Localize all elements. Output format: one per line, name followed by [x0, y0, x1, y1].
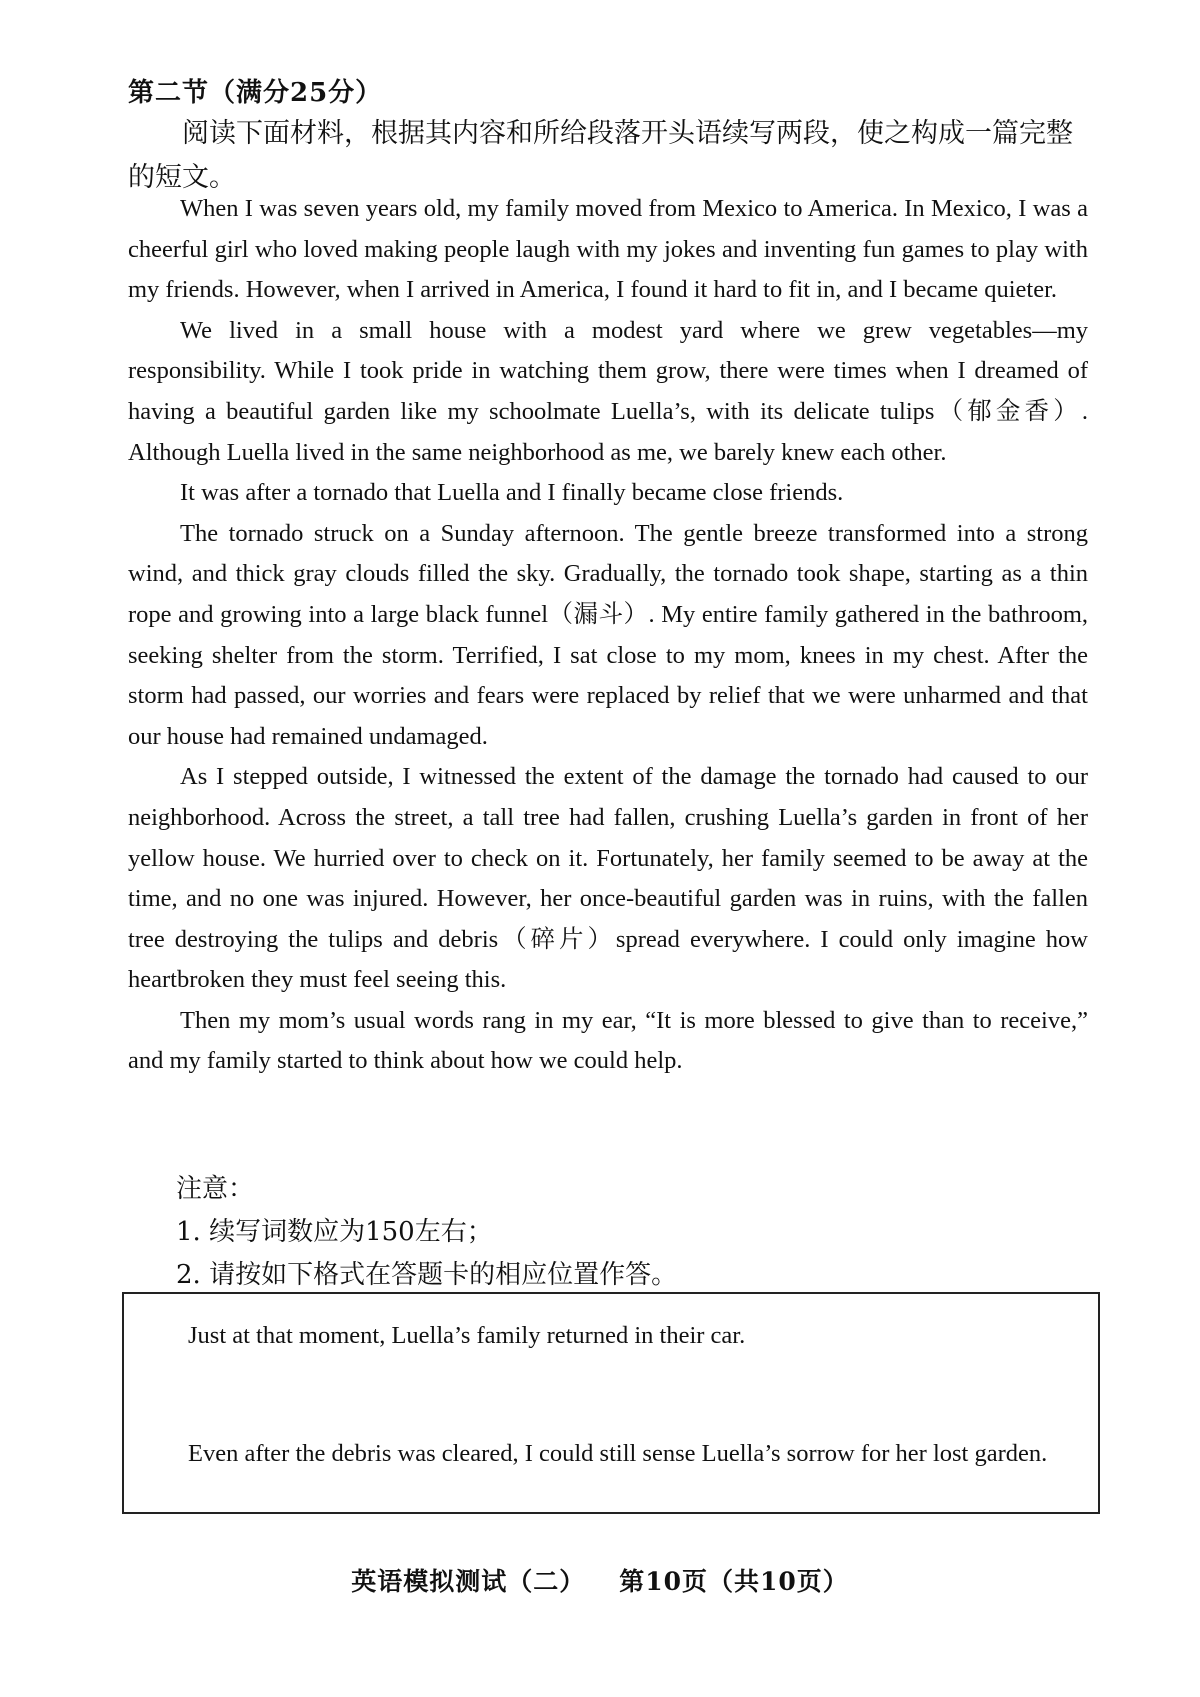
passage-paragraph-4: The tornado struck on a Sunday afternoon. The gentle breeze transformed into a strong wind, and thick gray clouds filled the sky. Gradually, the tornado took shape, starting as a thin rope and growing into a large black funnel（漏斗）. My entire family gathered in the bathroom, seeking shelter from the storm. Terrified, I sat close to my mom, knees in my chest. After the storm had passed, our worries and fears were replaced by relief that we were unharmed and that our house had remained undamaged. [128, 519, 1088, 750]
note-item-format: 2. 请按如下格式在答题卡的相应位置作答。 [176, 1260, 678, 1290]
task-instruction: 阅读下面材料，根据其内容和所给段落开头语续写两段，使之构成一篇完整的短文。 [128, 118, 1073, 193]
note-item-word-count: 1. 续写词数应为150左右； [176, 1217, 493, 1247]
page-number: 第10页（共10页） [619, 1567, 849, 1596]
exam-name: 英语模拟测试（二） [351, 1567, 586, 1596]
reading-passage [128, 189, 1088, 1082]
section-title: 第二节（满分25分） [128, 78, 383, 108]
notes-heading: 注意： [176, 1174, 255, 1204]
passage-paragraph-2: We lived in a small house with a modest yard where we grew vegetables—my responsibility. While I took pride in watching them grow, there were times when I dreamed of having a beautiful garden like my schoolmate Luella’s, with its delicate tulips（郁金香）. Although Luella lived in the same neighborhood as me, we barely knew each other. [128, 316, 1088, 466]
passage-paragraph-3: It was after a tornado that Luella and I finally became close friends. [180, 479, 844, 507]
page-footer [0, 1562, 1200, 1598]
passage-paragraph-5: As I stepped outside, I witnessed the extent of the damage the tornado had caused to our neighborhood. Across the street, a tall tree had fallen, crushing Luella’s garden in front of her yellow house. We hurried over to check on it. Fortunately, her family seemed to be away at the time, and no one was injured. However, her once-beautiful garden was in ruins, with the fallen tree destroying the tulips and debris（碎片）spread everywhere. I could only imagine how heartbroken they must feel seeing this. [128, 763, 1088, 994]
answer-box [122, 1292, 1100, 1514]
paragraph-1-opening: Just at that moment, Luella’s family returned in their car. [188, 1322, 746, 1349]
paragraph-2-opening: Even after the debris was cleared, I could still sense Luella’s sorrow for her lost garden. [188, 1440, 1048, 1467]
passage-paragraph-1: When I was seven years old, my family moved from Mexico to America. In Mexico, I was a cheerful girl who loved making people laugh with my jokes and inventing fun games to play with my friends. However, when I arrived in America, I found it hard to fit in, and I became quieter. [128, 195, 1088, 304]
passage-paragraph-6: Then my mom’s usual words rang in my ear, “It is more blessed to give than to receive,” and my family started to think about how we could help. [128, 1006, 1088, 1075]
notes-section [176, 1168, 677, 1297]
